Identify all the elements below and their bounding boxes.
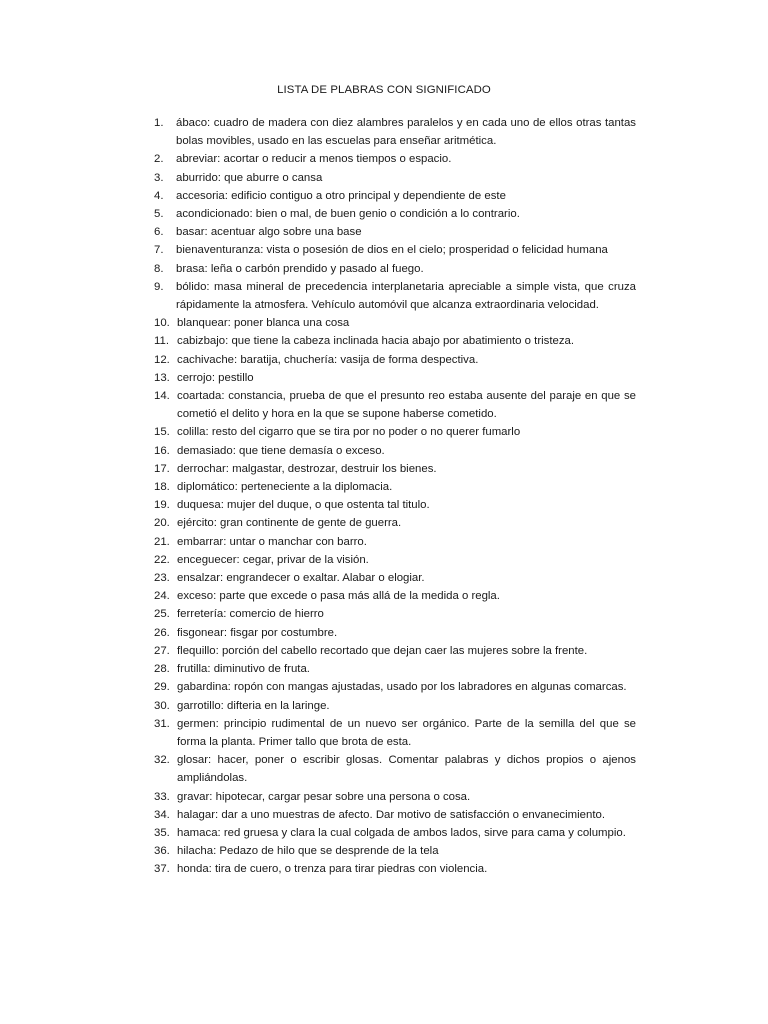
list-item — [154, 660, 636, 678]
list-item — [154, 478, 636, 496]
item-text: demasiado: que tiene demasía o exceso. — [177, 444, 385, 457]
item-text: fisgonear: fisgar por costumbre. — [177, 626, 338, 639]
list-item — [154, 332, 636, 350]
item-text: brasa: leña o carbón prendido y pasado al fuego. — [176, 262, 424, 275]
item-text: coartada: constancia, prueba de que el presunto reo estaba ausente del paraje en que se cometió el delito y hora en la que se supone haberse cometido. — [177, 390, 636, 421]
list-item — [154, 423, 636, 441]
list-item — [154, 605, 636, 623]
item-text: bólido: masa mineral de precedencia interplanetaria apreciable a simple vista, que cruza rápidamente la atmosfera. Vehículo automóvil que alcanza extraordinaria velocidad. — [176, 280, 636, 312]
item-number: 18. — [154, 481, 170, 494]
item-text: cerrojo: pestillo — [177, 371, 254, 384]
item-number: 30. — [154, 699, 170, 712]
item-number: 21. — [154, 535, 170, 548]
item-number: 19. — [154, 499, 170, 512]
item-text: glosar: hacer, poner o escribir glosas. Comentar palabras y dichos propios o ajenos ampliándolas. — [177, 754, 636, 785]
list-item — [154, 788, 636, 806]
list-item — [154, 514, 636, 532]
item-text: hamaca: red gruesa y clara la cual colgada de ambos lados, sirve para cama y columpio. — [177, 826, 626, 839]
list-item — [154, 751, 636, 787]
item-text: gabardina: ropón con mangas ajustadas, usado por los labradores en algunas comarcas. — [177, 681, 627, 694]
item-text: garrotillo: difteria en la laringe. — [177, 699, 330, 712]
item-text: ábaco: cuadro de madera con diez alambres paralelos y en cada uno de ellos otras tantas bolas movibles, usado en las escuelas para enseñar aritmética. — [176, 117, 636, 148]
item-text: acondicionado: bien o mal, de buen genio o condición a lo contrario. — [176, 208, 520, 221]
item-text: blanquear: poner blanca una cosa — [177, 317, 350, 330]
item-text: diplomático: perteneciente a la diplomacia. — [177, 481, 393, 494]
item-number: 6. — [154, 226, 164, 239]
list-item — [154, 678, 636, 696]
list-item — [154, 150, 636, 168]
document-title: LISTA DE PLABRAS CON SIGNIFICADO — [277, 84, 491, 96]
item-number: 20. — [154, 517, 170, 530]
item-number: 22. — [154, 553, 170, 566]
item-text: cabizbajo: que tiene la cabeza inclinada hacia abajo por abatimiento o tristeza. — [177, 335, 575, 348]
list-item — [154, 533, 636, 551]
list-item — [154, 278, 636, 314]
item-text: frutilla: diminutivo de fruta. — [177, 663, 310, 676]
list-item — [154, 205, 636, 223]
list-item — [154, 460, 636, 478]
item-text: honda: tira de cuero, o trenza para tirar piedras con violencia. — [177, 863, 488, 876]
word-list — [154, 114, 636, 879]
item-text: aburrido: que aburre o cansa — [176, 171, 323, 184]
item-text: accesoria: edificio contiguo a otro principal y dependiente de este — [176, 189, 506, 202]
list-item — [154, 442, 636, 460]
item-text: embarrar: untar o manchar con barro. — [177, 535, 367, 548]
item-number: 27. — [154, 644, 170, 657]
item-number: 23. — [154, 572, 170, 585]
item-number: 4. — [154, 189, 164, 202]
item-number: 37. — [154, 863, 170, 876]
list-item — [154, 187, 636, 205]
item-text: basar: acentuar algo sobre una base — [176, 226, 362, 239]
list-item — [154, 642, 636, 660]
item-number: 17. — [154, 462, 170, 475]
item-number: 2. — [154, 153, 164, 166]
item-number: 12. — [154, 353, 170, 366]
list-item — [154, 351, 636, 369]
item-number: 15. — [154, 426, 170, 439]
item-text: germen: principio rudimental de un nuevo ser orgánico. Parte de la semilla del que se forma la planta. Primer tallo que brota de esta. — [177, 717, 636, 748]
item-number: 33. — [154, 790, 170, 803]
item-number: 29. — [154, 681, 170, 694]
list-item — [154, 715, 636, 751]
item-text: halagar: dar a uno muestras de afecto. Dar motivo de satisfacción o envanecimiento. — [177, 808, 606, 821]
item-number: 32. — [154, 754, 170, 767]
item-number: 14. — [154, 390, 170, 403]
item-text: bienaventuranza: vista o posesión de dios en el cielo; prosperidad o felicidad humana — [176, 244, 608, 257]
list-item — [154, 624, 636, 642]
list-item — [154, 369, 636, 387]
list-item — [154, 551, 636, 569]
item-text: duquesa: mujer del duque, o que ostenta tal titulo. — [177, 499, 430, 512]
item-number: 24. — [154, 590, 170, 603]
list-item — [154, 842, 636, 860]
item-number: 1. — [154, 117, 164, 129]
item-text: flequillo: porción del cabello recortado que dejan caer las mujeres sobre la frente. — [177, 644, 588, 657]
item-number: 3. — [154, 171, 164, 184]
list-item — [154, 697, 636, 715]
item-number: 16. — [154, 444, 170, 457]
list-item — [154, 260, 636, 278]
item-number: 8. — [154, 262, 164, 275]
item-number: 34. — [154, 808, 170, 821]
item-text: exceso: parte que excede o pasa más allá de la medida o regla. — [177, 590, 500, 603]
list-item — [154, 114, 636, 150]
item-number: 35. — [154, 826, 170, 839]
item-number: 9. — [154, 280, 164, 293]
item-text: abreviar: acortar o reducir a menos tiempos o espacio. — [176, 153, 452, 166]
item-text: hilacha: Pedazo de hilo que se desprende de la tela — [177, 845, 439, 858]
item-number: 13. — [154, 371, 170, 384]
list-item — [154, 587, 636, 605]
list-item — [154, 806, 636, 824]
list-item — [154, 860, 636, 878]
list-item — [154, 569, 636, 587]
list-item — [154, 387, 636, 423]
item-number: 31. — [154, 717, 170, 730]
item-number: 25. — [154, 608, 170, 621]
item-text: enceguecer: cegar, privar de la visión. — [177, 553, 369, 566]
item-number: 10. — [154, 317, 170, 330]
item-number: 11. — [154, 335, 169, 348]
list-item — [154, 169, 636, 187]
item-text: ensalzar: engrandecer o exaltar. Alabar o elogiar. — [177, 572, 425, 585]
item-text: cachivache: baratija, chuchería: vasija de forma despectiva. — [177, 353, 479, 366]
list-item — [154, 496, 636, 514]
list-item — [154, 241, 636, 259]
item-text: colilla: resto del cigarro que se tira por no poder o no querer fumarlo — [177, 426, 521, 439]
list-item — [154, 223, 636, 241]
item-text: derrochar: malgastar, destrozar, destruir los bienes. — [177, 462, 437, 475]
item-number: 36. — [154, 845, 170, 858]
item-text: ferretería: comercio de hierro — [177, 608, 324, 621]
item-number: 7. — [154, 244, 164, 257]
list-item — [154, 824, 636, 842]
list-item — [154, 314, 636, 332]
item-number: 28. — [154, 663, 170, 676]
item-text: gravar: hipotecar, cargar pesar sobre una persona o cosa. — [177, 790, 471, 803]
item-number: 26. — [154, 626, 170, 639]
item-text: ejército: gran continente de gente de guerra. — [177, 517, 402, 530]
item-number: 5. — [154, 208, 164, 221]
